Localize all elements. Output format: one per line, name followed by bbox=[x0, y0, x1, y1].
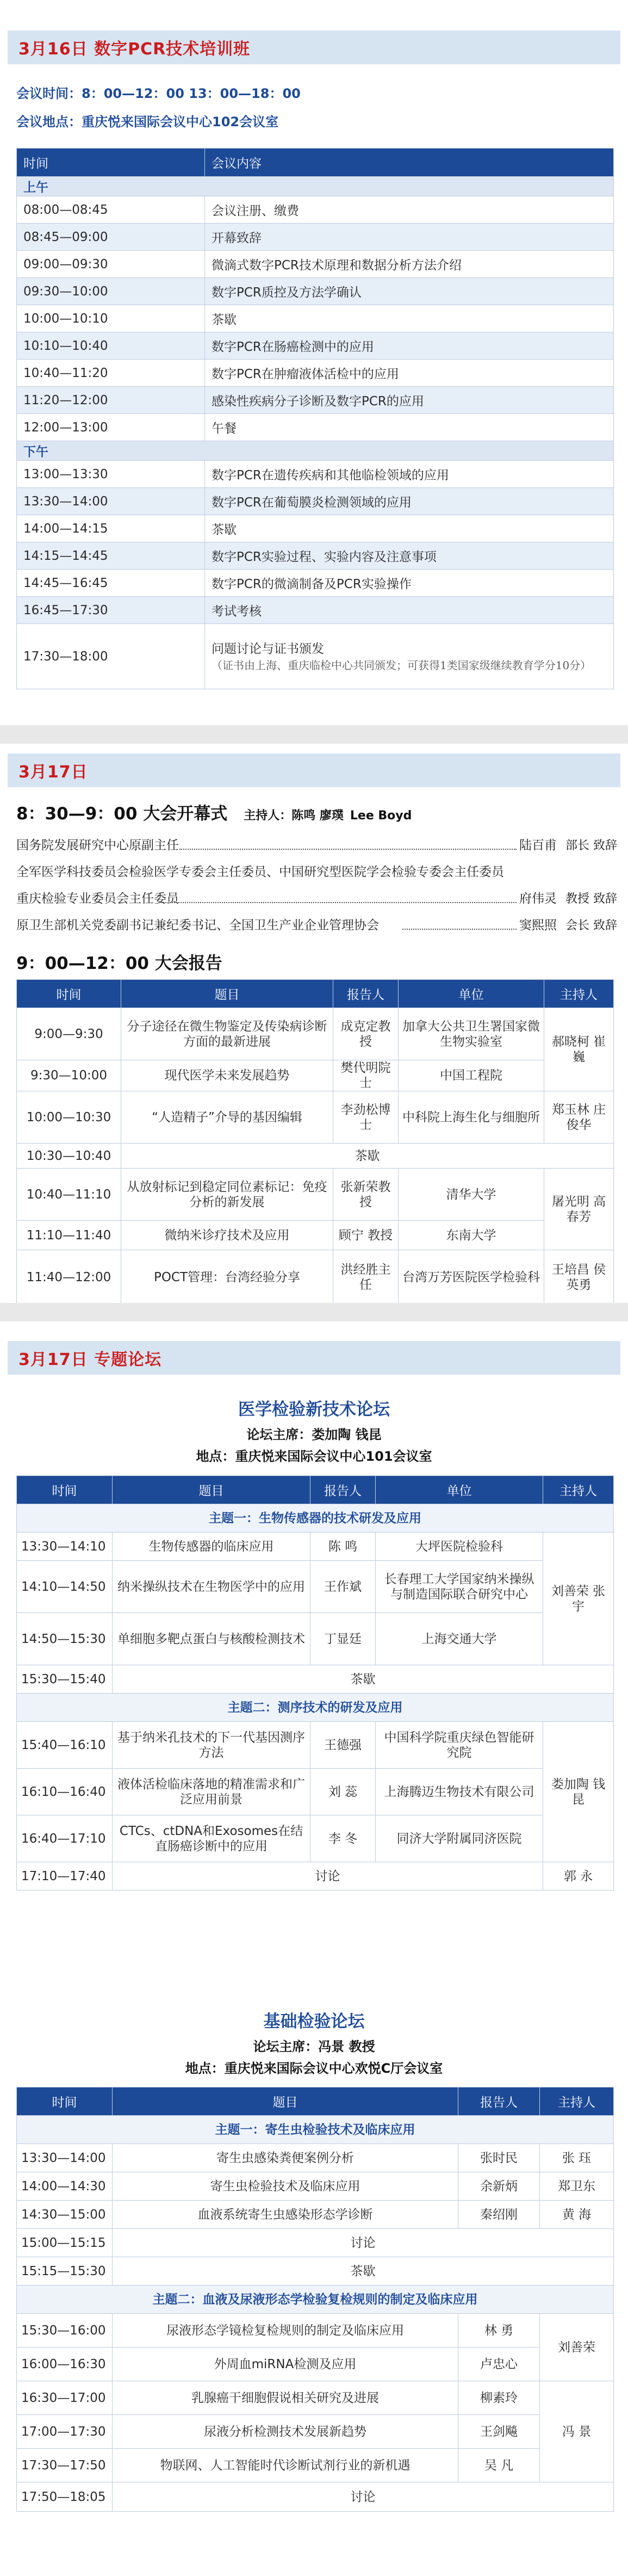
table-row bbox=[17, 2257, 614, 2285]
row-speaker: 李劲松博士 bbox=[333, 1091, 399, 1144]
official-org: 重庆检验专业委员会主任委员 bbox=[16, 892, 179, 906]
row-content: 考试考核 bbox=[205, 597, 614, 624]
row-content: 茶歇 bbox=[205, 515, 614, 542]
day1-header bbox=[8, 30, 620, 64]
row-speaker: 柳素玲 bbox=[458, 2381, 540, 2415]
row-time: 11:20—12:00 bbox=[17, 387, 205, 414]
section-afternoon: 下午 bbox=[17, 441, 614, 461]
row-speaker: 余新炳 bbox=[458, 2172, 540, 2201]
col-speaker: 报告人 bbox=[310, 1476, 376, 1504]
row-org: 中国科学院重庆绿色智能研究院 bbox=[376, 1722, 543, 1769]
official-org: 全军医学科技委员会检验医学专委会主任委员、中国研究型医院学会检验专委会主任委员 bbox=[16, 865, 504, 879]
row-content: 数字PCR在葡萄膜炎检测领域的应用 bbox=[205, 488, 614, 515]
row-content: 开幕致辞 bbox=[205, 224, 614, 251]
col-speaker: 报告人 bbox=[458, 2087, 540, 2116]
row-speaker: 卢忠心 bbox=[458, 2348, 540, 2381]
row-org: 清华大学 bbox=[399, 1169, 544, 1221]
table-row bbox=[17, 1862, 614, 1891]
row-host: 娄加陶 钱 昆 bbox=[543, 1722, 614, 1862]
row-speaker: 李 冬 bbox=[310, 1815, 376, 1862]
col-host: 主持人 bbox=[543, 1476, 614, 1504]
row-time: 17:50—18:05 bbox=[17, 2482, 113, 2512]
col-title: 题目 bbox=[113, 1476, 310, 1504]
row-org: 同济大学附属同济医院 bbox=[376, 1815, 543, 1862]
row-content bbox=[205, 624, 614, 689]
row-title: 从放射标记到稳定同位素标记：免疫分析的新发展 bbox=[121, 1169, 333, 1221]
official-role: 部长 致辞 bbox=[565, 839, 617, 853]
table-row bbox=[17, 305, 614, 332]
row-time: 12:00—13:00 bbox=[17, 414, 205, 441]
row-time: 9:00—9:30 bbox=[17, 1008, 121, 1060]
row-time: 9:30—10:00 bbox=[17, 1060, 121, 1091]
col-time: 时间 bbox=[17, 149, 205, 177]
row-host: 郑玉林 庄俊华 bbox=[544, 1091, 614, 1144]
row-time: 16:40—17:10 bbox=[17, 1815, 113, 1862]
row-title: 微纳米诊疗技术及应用 bbox=[121, 1221, 333, 1250]
row-speaker: 秦绍刚 bbox=[458, 2201, 540, 2229]
table-row bbox=[17, 1008, 614, 1060]
table-row bbox=[17, 2449, 614, 2482]
divider-strip bbox=[0, 1303, 628, 1321]
opening-title: 大会开幕式 bbox=[143, 804, 228, 824]
row-speaker: 张时民 bbox=[458, 2144, 540, 2172]
forum2-place: 地点：重庆悦来国际会议中心欢悦C厅会议室 bbox=[185, 2061, 443, 2076]
opening-time: 8：30—9：00 bbox=[16, 804, 138, 824]
table-row bbox=[17, 488, 614, 515]
row-title: 尿液分析检测技术发展新趋势 bbox=[113, 2415, 458, 2449]
row-time: 14:15—14:45 bbox=[17, 542, 205, 570]
row-content: 数字PCR实验过程、实验内容及注意事项 bbox=[205, 542, 614, 570]
row-speaker: 洪经胜主任 bbox=[333, 1250, 399, 1305]
row-title: 外周血miRNA检测及应用 bbox=[113, 2348, 458, 2381]
table-row bbox=[17, 1665, 614, 1694]
row-content: 数字PCR在肠癌检测中的应用 bbox=[205, 332, 614, 360]
row-speaker: 吴 凡 bbox=[458, 2449, 540, 2482]
row-host: 郭 永 bbox=[543, 1862, 614, 1891]
row-org: 加拿大公共卫生署国家微生物实验室 bbox=[399, 1008, 544, 1060]
row-time: 15:00—15:15 bbox=[17, 2229, 113, 2257]
row-break: 茶歇 bbox=[113, 2257, 614, 2285]
table-row bbox=[17, 1722, 614, 1769]
col-time: 时间 bbox=[17, 1476, 113, 1504]
row-host: 屠光明 高春芳 bbox=[544, 1169, 614, 1250]
table-row bbox=[17, 2482, 614, 2512]
report-time: 9：00—12：00 bbox=[16, 954, 149, 973]
col-speaker: 报告人 bbox=[333, 980, 399, 1008]
table-row bbox=[17, 224, 614, 251]
row-time: 15:30—16:00 bbox=[17, 2314, 113, 2348]
row-discussion: 讨论 bbox=[113, 1862, 543, 1891]
row-title: 生物传感器的临床应用 bbox=[113, 1533, 310, 1561]
table-row bbox=[17, 461, 614, 488]
day1-time-label: 会议时间： bbox=[16, 86, 82, 101]
row-title: “人造精子”介导的基因编辑 bbox=[121, 1091, 333, 1144]
row-time: 16:00—16:30 bbox=[17, 2348, 113, 2381]
row-org: 上海交通大学 bbox=[376, 1613, 543, 1665]
table-row bbox=[17, 387, 614, 414]
row-title: 寄生虫检验技术及临床应用 bbox=[113, 2172, 458, 2201]
table-row bbox=[17, 542, 614, 570]
row-time: 14:30—15:00 bbox=[17, 2201, 113, 2229]
row-time: 17:00—17:30 bbox=[17, 2415, 113, 2449]
row-speaker: 成克定教授 bbox=[333, 1008, 399, 1060]
row-content: 数字PCR在肿瘤液体活检中的应用 bbox=[205, 360, 614, 387]
row-title: 纳米操纵技术在生物医学中的应用 bbox=[113, 1561, 310, 1613]
row-break: 茶歇 bbox=[121, 1144, 614, 1169]
row-host: 刘善荣 张 宇 bbox=[543, 1533, 614, 1665]
row-org: 中国工程院 bbox=[399, 1060, 544, 1091]
row-time: 15:40—16:10 bbox=[17, 1722, 113, 1769]
table-row bbox=[17, 2229, 614, 2257]
table-row bbox=[17, 2314, 614, 2348]
table-row bbox=[17, 1769, 614, 1815]
official-name: 府伟灵 bbox=[519, 892, 557, 906]
col-org: 单位 bbox=[376, 1476, 543, 1504]
row-content: 微滴式数字PCR技术原理和数据分析方法介绍 bbox=[205, 251, 614, 278]
row-host: 张 珏 bbox=[540, 2144, 614, 2172]
table-row bbox=[17, 1060, 614, 1091]
table-row bbox=[17, 1815, 614, 1862]
row-content: 数字PCR质控及方法学确认 bbox=[205, 278, 614, 305]
row-speaker: 樊代明院士 bbox=[333, 1060, 399, 1091]
row-time: 15:15—15:30 bbox=[17, 2257, 113, 2285]
row-title: 基于纳米孔技术的下一代基因测序方法 bbox=[113, 1722, 310, 1769]
row-speaker: 林 勇 bbox=[458, 2314, 540, 2348]
row-discussion: 讨论 bbox=[113, 2482, 614, 2512]
forum2-title: 基础检验论坛 bbox=[263, 2012, 365, 2031]
table-row bbox=[17, 360, 614, 387]
table-row bbox=[17, 2144, 614, 2172]
row-time: 10:10—10:40 bbox=[17, 332, 205, 360]
col-time: 时间 bbox=[17, 2087, 113, 2116]
day1-place bbox=[16, 111, 278, 130]
day1-place-label: 会议地点： bbox=[16, 114, 82, 129]
official-name: 窦熙照 bbox=[519, 918, 557, 932]
morning-rows bbox=[17, 196, 614, 441]
row-break: 茶歇 bbox=[113, 1665, 614, 1694]
report-heading bbox=[16, 949, 222, 974]
row-time: 13:30—14:00 bbox=[17, 2144, 113, 2172]
row-org: 大坪医院检验科 bbox=[376, 1533, 543, 1561]
row-time: 15:30—15:40 bbox=[17, 1665, 113, 1694]
row-host: 冯 景 bbox=[540, 2381, 614, 2482]
table-row bbox=[17, 414, 614, 441]
table-row bbox=[17, 2381, 614, 2415]
forum1-table bbox=[16, 1475, 614, 1891]
table-row bbox=[17, 251, 614, 278]
row-discussion: 讨论 bbox=[113, 2229, 614, 2257]
official-org: 国务院发展研究中心原副主任 bbox=[16, 838, 179, 853]
opening-host-en: Lee Boyd bbox=[350, 809, 412, 823]
row-org: 东南大学 bbox=[399, 1221, 544, 1250]
row-org: 中科院上海生化与细胞所 bbox=[399, 1091, 544, 1144]
table-row bbox=[17, 1613, 614, 1665]
row-title: 分子途径在微生物鉴定及传染病诊断方面的最新进展 bbox=[121, 1008, 333, 1060]
row-time: 17:30—17:50 bbox=[17, 2449, 113, 2482]
opening-hosts: 主持人：陈鸣 廖璞 bbox=[244, 809, 344, 823]
row-content: 感染性疾病分子诊断及数字PCR的应用 bbox=[205, 387, 614, 414]
row-time: 16:45—17:30 bbox=[17, 597, 205, 624]
row-time: 10:30—10:40 bbox=[17, 1144, 121, 1169]
forum1-theme1: 主题一：生物传感器的技术研发及应用 bbox=[17, 1504, 614, 1533]
table-row bbox=[17, 1561, 614, 1613]
row-speaker: 刘 蕊 bbox=[310, 1769, 376, 1815]
official-role: 教授 致辞 bbox=[565, 892, 617, 906]
col-title: 题目 bbox=[113, 2087, 458, 2116]
row-speaker: 陈 鸣 bbox=[310, 1533, 376, 1561]
day1-time-value: 8：00—12：00 13：00—18：00 bbox=[82, 86, 301, 101]
row-title: POCT管理：台湾经验分享 bbox=[121, 1250, 333, 1305]
row-title: 物联网、人工智能时代诊断试剂行业的新机遇 bbox=[113, 2449, 458, 2482]
row-title: 液体活检临床落地的精准需求和广泛应用前景 bbox=[113, 1769, 310, 1815]
row-time: 11:40—12:00 bbox=[17, 1250, 121, 1305]
row-title: 乳腺癌干细胞假说相关研究及进展 bbox=[113, 2381, 458, 2415]
row-title: 寄生虫感染粪便案例分析 bbox=[113, 2144, 458, 2172]
row-time: 13:30—14:00 bbox=[17, 488, 205, 515]
table-header-row bbox=[17, 149, 614, 177]
table-row bbox=[17, 1144, 614, 1169]
table-row bbox=[17, 196, 614, 224]
dotted-leader bbox=[402, 929, 517, 930]
row-time: 10:00—10:10 bbox=[17, 305, 205, 332]
row-speaker: 张新荣教授 bbox=[333, 1169, 399, 1221]
row-org: 上海腾迈生物技术有限公司 bbox=[376, 1769, 543, 1815]
table-row bbox=[17, 2415, 614, 2449]
table-row bbox=[17, 1091, 614, 1144]
table-header-row bbox=[17, 980, 614, 1008]
row-content: 数字PCR的微滴制备及PCR实验操作 bbox=[205, 570, 614, 597]
col-time: 时间 bbox=[17, 980, 121, 1008]
row-time: 17:10—17:40 bbox=[17, 1862, 113, 1891]
row-time: 10:00—10:30 bbox=[17, 1091, 121, 1144]
day3-header-text: 3月17日 专题论坛 bbox=[18, 1350, 162, 1369]
day2-header-text: 3月17日 bbox=[18, 763, 88, 782]
table-row bbox=[17, 2348, 614, 2381]
row-content: 午餐 bbox=[205, 414, 614, 441]
section-morning: 上午 bbox=[17, 177, 614, 196]
forum1-title: 医学检验新技术论坛 bbox=[238, 1400, 390, 1419]
table-row bbox=[17, 332, 614, 360]
table-row bbox=[17, 515, 614, 542]
row-time: 14:50—15:30 bbox=[17, 1613, 113, 1665]
row-time: 10:40—11:20 bbox=[17, 360, 205, 387]
col-content: 会议内容 bbox=[205, 149, 614, 177]
row-host: 郝晓柯 崔巍 bbox=[544, 1008, 614, 1091]
row-time: 16:10—16:40 bbox=[17, 1769, 113, 1815]
row-time: 14:45—16:45 bbox=[17, 570, 205, 597]
row-time: 11:10—11:40 bbox=[17, 1221, 121, 1250]
report-title: 大会报告 bbox=[154, 954, 222, 973]
day1-place-value: 重庆悦来国际会议中心102会议室 bbox=[82, 114, 279, 129]
row-org: 台湾万芳医院医学检验科 bbox=[399, 1250, 544, 1305]
table-row bbox=[17, 2201, 614, 2229]
day1-schedule-table bbox=[16, 148, 614, 689]
row-host: 黄 海 bbox=[540, 2201, 614, 2229]
row-time: 13:00—13:30 bbox=[17, 461, 205, 488]
row-content: 茶歇 bbox=[205, 305, 614, 332]
table-row bbox=[17, 278, 614, 305]
table-row bbox=[17, 597, 614, 624]
forum2-table bbox=[16, 2087, 614, 2512]
last-content: 问题讨论与证书颁发 bbox=[212, 642, 324, 656]
row-time: 08:00—08:45 bbox=[17, 196, 205, 224]
row-title: 尿液形态学镜检复检规则的制定及临床应用 bbox=[113, 2314, 458, 2348]
forum1-theme2: 主题二：测序技术的研发及应用 bbox=[17, 1694, 614, 1722]
table-row bbox=[17, 570, 614, 597]
row-content: 数字PCR在遗传疾病和其他临检领域的应用 bbox=[205, 461, 614, 488]
row-time: 09:00—09:30 bbox=[17, 251, 205, 278]
table-row bbox=[17, 2172, 614, 2201]
table-header-row bbox=[17, 2087, 614, 2116]
table-row bbox=[17, 1221, 614, 1250]
day2-header bbox=[8, 753, 620, 787]
row-speaker: 王作斌 bbox=[310, 1561, 376, 1613]
divider-strip bbox=[0, 725, 628, 744]
row-time: 14:10—14:50 bbox=[17, 1561, 113, 1613]
table-row bbox=[17, 1250, 614, 1305]
row-title: 现代医学未来发展趋势 bbox=[121, 1060, 333, 1091]
row-content: 会议注册、缴费 bbox=[205, 196, 614, 224]
row-time: 17:30—18:00 bbox=[17, 624, 205, 689]
certificate-note: （证书由上海、重庆临检中心共同颁发；可获得1类国家级继续教育学分10分） bbox=[212, 659, 592, 672]
row-title: CTCs、ctDNA和Exosomes在结直肠癌诊断中的应用 bbox=[113, 1815, 310, 1862]
row-speaker: 丁显廷 bbox=[310, 1613, 376, 1665]
forum2-theme1: 主题一：寄生虫检验技术及临床应用 bbox=[17, 2116, 614, 2144]
row-speaker: 王德强 bbox=[310, 1722, 376, 1769]
row-host: 王培昌 侯英勇 bbox=[544, 1250, 614, 1305]
table-header-row bbox=[17, 1476, 614, 1504]
table-row bbox=[17, 624, 614, 689]
col-host: 主持人 bbox=[540, 2087, 614, 2116]
row-time: 14:00—14:30 bbox=[17, 2172, 113, 2201]
official-org: 原卫生部机关党委副书记兼纪委书记、全国卫生产业企业管理协会 bbox=[16, 918, 379, 932]
day1-time bbox=[16, 83, 301, 102]
row-org: 长春理工大学国家纳米操纵与制造国际联合研究中心 bbox=[376, 1561, 543, 1613]
day3-header bbox=[8, 1341, 620, 1375]
table-row bbox=[17, 1533, 614, 1561]
forum2-chair: 论坛主席：冯景 教授 bbox=[253, 2039, 375, 2054]
row-time: 13:30—14:10 bbox=[17, 1533, 113, 1561]
afternoon-rows bbox=[17, 461, 614, 624]
table-row bbox=[17, 1169, 614, 1221]
row-host: 郑卫东 bbox=[540, 2172, 614, 2201]
forum1-place: 地点：重庆悦来国际会议中心101会议室 bbox=[196, 1449, 432, 1464]
row-speaker: 顾宁 教授 bbox=[333, 1221, 399, 1250]
row-host: 刘善荣 bbox=[540, 2314, 614, 2381]
day1-header-text: 3月16日 数字PCR技术培训班 bbox=[18, 40, 251, 59]
row-speaker: 王剑飚 bbox=[458, 2415, 540, 2449]
keynote-table bbox=[16, 979, 614, 1305]
row-time: 09:30—10:00 bbox=[17, 278, 205, 305]
forum1-chair: 论坛主席：娄加陶 钱昆 bbox=[246, 1427, 382, 1442]
forum2-theme2: 主题二：血液及尿液形态学检验复检规则的制定及临床应用 bbox=[17, 2285, 614, 2314]
col-title: 题目 bbox=[121, 980, 333, 1008]
official-name: 陆百甫 bbox=[519, 838, 557, 853]
row-time: 14:00—14:15 bbox=[17, 515, 205, 542]
row-title: 单细胞多靶点蛋白与核酸检测技术 bbox=[113, 1613, 310, 1665]
row-time: 08:45—09:00 bbox=[17, 224, 205, 251]
official-role: 会长 致辞 bbox=[565, 919, 617, 932]
dotted-leader bbox=[179, 849, 517, 850]
dotted-leader bbox=[163, 902, 517, 903]
col-host: 主持人 bbox=[544, 980, 614, 1008]
row-time: 16:30—17:00 bbox=[17, 2381, 113, 2415]
opening-heading bbox=[16, 800, 412, 824]
row-time: 10:40—11:10 bbox=[17, 1169, 121, 1221]
row-title: 血液系统寄生虫感染形态学诊断 bbox=[113, 2201, 458, 2229]
col-org: 单位 bbox=[399, 980, 544, 1008]
